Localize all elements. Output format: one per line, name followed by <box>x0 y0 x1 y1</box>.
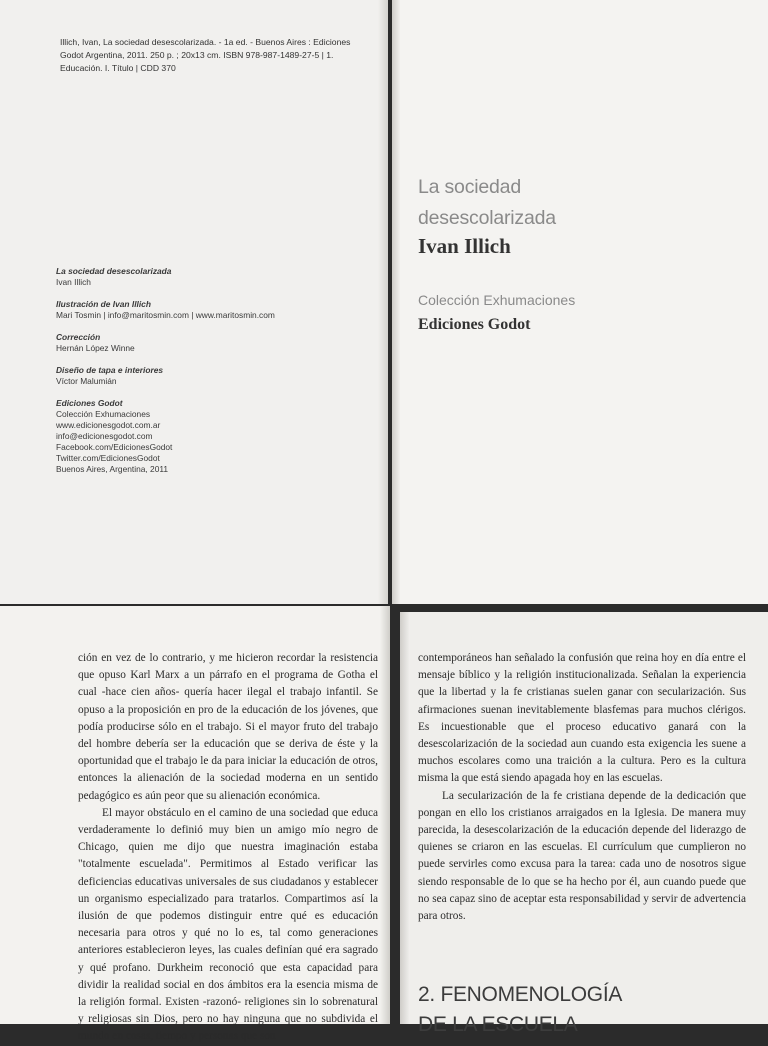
publisher-name: Ediciones Godot <box>418 316 531 333</box>
credit-line: www.edicionesgodot.com.ar <box>56 420 161 430</box>
body-text-column <box>78 650 378 1046</box>
chapter-heading-line: DE LA ESCUELA <box>418 1013 578 1036</box>
book-title-line: La sociedad <box>418 176 521 198</box>
credit-heading: Ilustración de Ivan Illich <box>56 299 151 309</box>
page-gutter-shadow <box>380 606 390 1024</box>
paragraph: El mayor obstáculo en el camino de una sociedad que educa verdaderamente lo definió muy bien un amigo mío negro de Chicago, quien me dijo que nuestra imaginación estaba "totalmente escuelada". Permitimos al Estado verificar las deficiencias educativas universales de sus ciudadanos y establecer un organismo especializado para tratarlos. Compartimos así la ilusión de que podemos distinguir entre qué es educación necesaria para otros y qué no lo es, tal como generaciones anteriores establecieron leyes, las cuales definían qué era sagrado y qué profano. Durkheim reconoció que esta capacidad para dividir la realidad social en dos ámbitos era la esencia misma de la religión formal. Existen -razonó- religiones sin lo sobrenatural y religiosas sin Dios, pero no hay ninguna que no subdivida el mundo en cosas, tiempo y personas que son <box>78 806 378 1043</box>
cip-record <box>60 36 360 75</box>
credit-heading: Diseño de tapa e interiores <box>56 365 164 375</box>
text-page-right <box>400 612 768 1036</box>
credit-heading: La sociedad desescolarizada <box>56 266 172 276</box>
credit-illustration <box>56 299 356 321</box>
page-gutter-shadow <box>400 612 410 1024</box>
credit-line: Ivan Illich <box>56 277 91 287</box>
credit-line: Twitter.com/EdicionesGodot <box>56 453 160 463</box>
credit-heading: Corrección <box>56 332 101 342</box>
credit-heading: Ediciones Godot <box>56 398 123 408</box>
credit-line: Mari Tosmin | info@maritosmin.com | www.maritosmin.com <box>56 310 275 320</box>
paragraph: contemporáneos han señalado la confusión que reina hoy en día entre el mensaje bíblico y la religión institucionalizada. Señalan la experiencia que la libertad y la fe cristianas suelen ganar con secularización. Sus afirmaciones suenan inevitablemente blasfemas para muchos clérigos. Es incuestionable que el proceso educativo ganará con la desescolarización de la sociedad aun cuando esta exigencia les suene a muchos escolares como una traición a la cultura. Pero es la cultura misma la que está siendo apagada hoy en las escuelas. <box>418 652 746 785</box>
title-page <box>392 0 768 604</box>
credit-line: Facebook.com/EdicionesGodot <box>56 442 173 452</box>
chapter-heading-line: 2. FENOMENOLOGÍA <box>418 983 623 1006</box>
book-title <box>418 172 556 234</box>
cip-line: Educación. I. Título | CDD 370 <box>60 63 176 73</box>
cip-line: Godot Argentina, 2011. 250 p. ; 20x13 cm. ISBN 978-987-1489-27-5 | 1. <box>60 50 334 60</box>
copyright-page <box>0 0 388 604</box>
collection-name: Colección Exhumaciones <box>418 292 576 308</box>
page-gutter-shadow <box>392 0 400 604</box>
credit-design <box>56 365 356 387</box>
author-name: Ivan Illich <box>418 234 511 258</box>
credit-line: Víctor Malumián <box>56 376 117 386</box>
credits-block <box>56 266 356 486</box>
credit-publisher <box>56 398 356 475</box>
credit-line: Colección Exhumaciones <box>56 409 151 419</box>
text-page-left <box>0 606 390 1043</box>
credit-title <box>56 266 356 288</box>
credit-line: Buenos Aires, Argentina, 2011 <box>56 464 169 474</box>
credit-line: info@edicionesgodot.com <box>56 431 153 441</box>
paragraph: La secularización de la fe cristiana depende de la dedicación que pongan en ello los cristianos arraigados en la Iglesia. De manera muy parecida, la desescolarización de la educación depende del liderazgo de quienes se criaron en las escuelas. El currículum que cumplieron no puede servirles como excusa para la tarea: cada uno de nosotros sigue siendo responsable de lo que se ha hecho por él, aun cuando puede que no sea capaz sino de aceptar esta responsabilidad y servir de advertencia para otros. <box>418 789 746 923</box>
cip-line: Illich, Ivan, La sociedad desescolarizada. - 1a ed. - Buenos Aires : Ediciones <box>60 37 351 47</box>
credit-correction <box>56 332 356 354</box>
credit-line: Hernán López Winne <box>56 343 135 353</box>
page-gutter-shadow <box>378 0 388 604</box>
paragraph: ción en vez de lo contrario, y me hicieron recordar la resistencia que opuso Karl Marx a un párrafo en el programa de Gotha el cual -hace cien años- quería hacer ilegal el trabajo infantil. Se opuso a la proposición en pro de la educación de los jóvenes, que podía producirse sólo en el trabajo. Si el mayor fruto del trabajo del hombre debería ser la educación que se deriva de éste y la oportunidad que el trabajo le da para iniciar la educación de otros, entonces la alienación de la sociedad moderna en un sentido pedagógico es aún peor que su alienación económica. <box>78 652 378 802</box>
book-title-line: desescolarizada <box>418 207 556 229</box>
chapter-heading <box>418 980 758 1040</box>
body-text-column <box>418 650 746 925</box>
